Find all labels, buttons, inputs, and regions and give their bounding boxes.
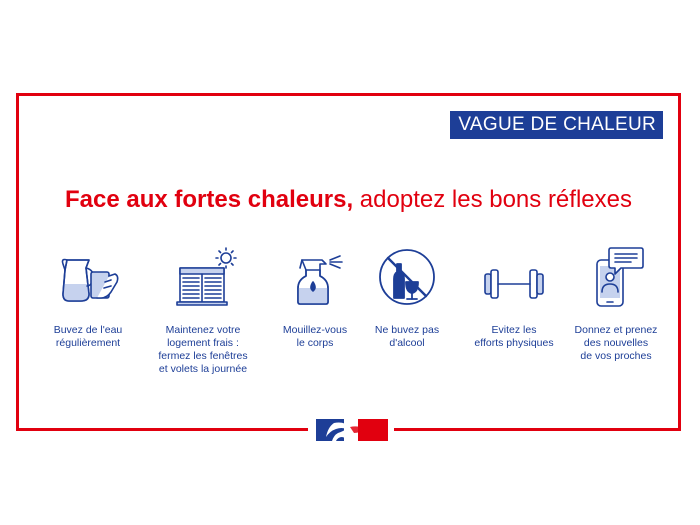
tip-caption-phone: Donnez et prenez des nouvelles de vos proches xyxy=(574,324,658,362)
headline-bold: Face aux fortes chaleurs, xyxy=(65,186,354,213)
tip-caption-water: Buvez de l'eau régulièrement xyxy=(53,324,123,349)
headline-normal: adoptez les bons réflexes xyxy=(353,186,632,213)
window-shutters-icon xyxy=(168,246,238,308)
red-frame xyxy=(16,93,681,431)
phone-message-icon xyxy=(581,246,651,308)
marianne-logo-icon xyxy=(314,415,390,445)
spray-bottle-icon xyxy=(280,246,350,308)
tip-caption-spray: Mouillez-vous le corps xyxy=(282,324,348,349)
water-pitcher-icon xyxy=(53,246,123,308)
dumbbell-icon xyxy=(479,264,549,304)
heatwave-badge: VAGUE DE CHALEUR xyxy=(450,111,663,139)
headline xyxy=(19,186,678,214)
tip-caption-shutters: Maintenez votre logement frais : fermez les fenêtres et volets la journée xyxy=(158,324,248,375)
tip-caption-dumbbell: Evitez les efforts physiques xyxy=(474,324,554,349)
tip-caption-alcohol: Ne buvez pas d'alcool xyxy=(374,324,440,349)
no-alcohol-icon xyxy=(372,246,442,308)
